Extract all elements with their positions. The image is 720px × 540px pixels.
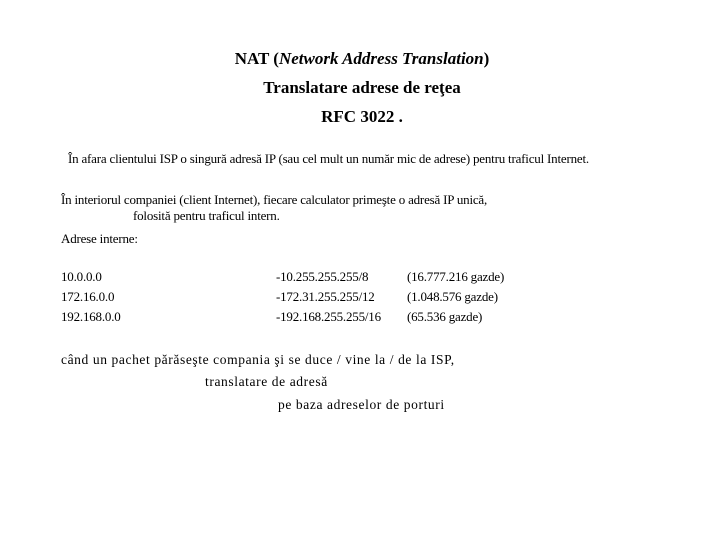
title-line-rfc: RFC 3022 . xyxy=(321,107,403,126)
inside-company-line-1: În interiorul companiei (client Internet), fiecare calculator primeşte o adresă IP unică, xyxy=(61,192,488,207)
address-network: 192.168.0.0 xyxy=(61,309,121,324)
address-host-count: (16.777.216 gazde) xyxy=(407,269,505,284)
nat-explanation-line-2: translatare de adresă xyxy=(205,374,328,389)
address-range: -10.255.255.255/8 xyxy=(276,269,369,284)
nat-explanation-line-1: când un pachet părăseşte compania şi se duce / vine la / de la ISP, xyxy=(61,352,455,367)
title-suffix: ) xyxy=(483,49,490,68)
address-host-count: (1.048.576 gazde) xyxy=(407,289,498,304)
address-range: -192.168.255.255/16 xyxy=(276,309,381,324)
title-line-nat xyxy=(0,49,720,69)
address-range: -172.31.255.255/12 xyxy=(276,289,375,304)
address-network: 172.16.0.0 xyxy=(61,289,115,304)
nat-explanation-line-3: pe baza adreselor de porturi xyxy=(278,397,445,412)
title-prefix: NAT ( xyxy=(234,49,279,68)
outside-isp-paragraph: În afara clientului ISP o singură adresă IP (sau cel mult un număr mic de adrese) pentru traficul Internet. xyxy=(68,151,589,166)
address-host-count: (65.536 gazde) xyxy=(407,309,483,324)
inside-company-line-2: folosită pentru traficul intern. xyxy=(133,208,280,223)
title-italic-expansion: Network Address Translation xyxy=(278,49,484,68)
title-line-romanian: Translatare adrese de reţea xyxy=(263,78,461,97)
internal-addresses-label: Adrese interne: xyxy=(61,231,138,246)
address-network: 10.0.0.0 xyxy=(61,269,102,284)
